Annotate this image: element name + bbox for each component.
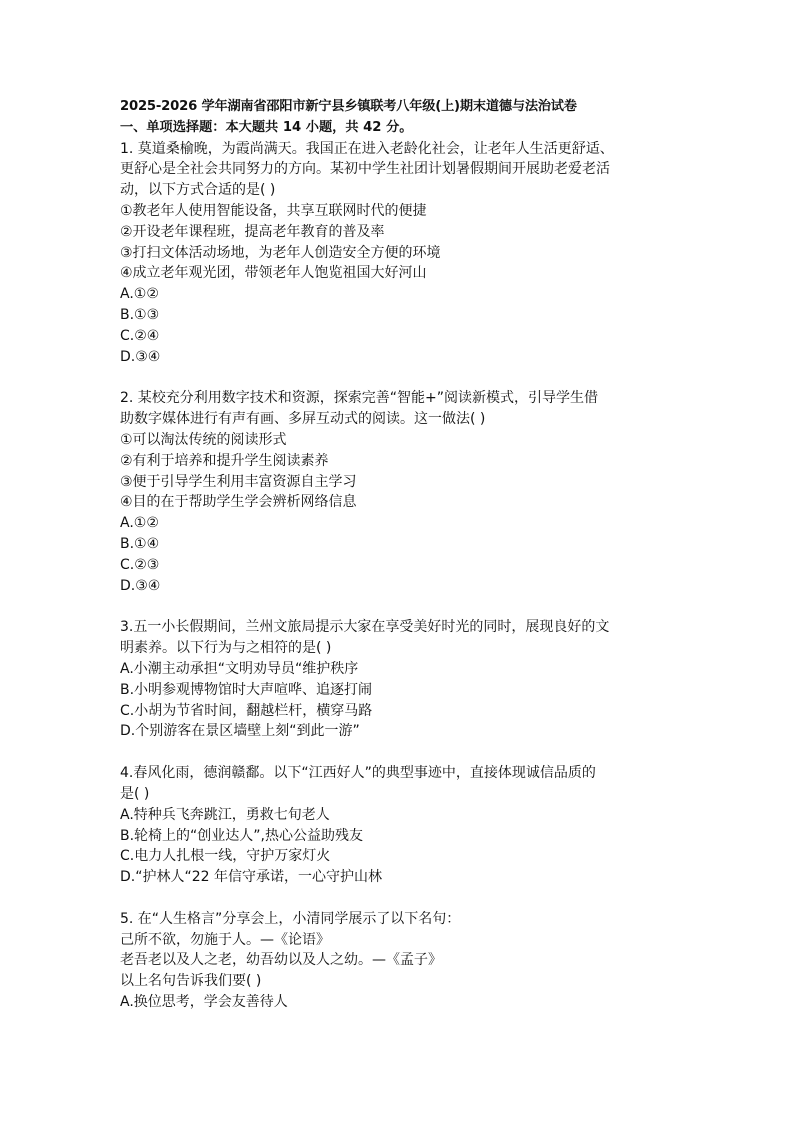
statement-item: ③打扫文体活动场地，为老年人创造安全方便的环境 [120, 244, 441, 261]
question-stem-line: 2. 某校充分利用数字技术和资源，探索完善“智能+”阅读新模式，引导学生借 [120, 390, 599, 407]
option-a: A.特种兵飞奔跳江，勇救七旬老人 [120, 806, 330, 823]
option-c: C.②④ [120, 327, 160, 344]
question-spacer [120, 742, 690, 763]
question-stem-line: 助数字媒体进行有声有画、多屏互动式的阅读。这一做法( ) [120, 411, 486, 428]
question-5 [120, 909, 690, 1013]
statement-item: ④目的在于帮助学生学会辨析网络信息 [120, 494, 357, 511]
option-b: B.小明参观博物馆时大声喧哗、追逐打闹 [120, 681, 373, 698]
quote-line: 老吾老以及人之老，幼吾幼以及人之幼。—《孟子》 [120, 952, 442, 969]
exam-page [120, 97, 690, 1013]
option-a: A.①② [120, 286, 159, 303]
question-stem-line: 是( ) [120, 785, 150, 802]
question-3 [120, 617, 690, 742]
option-a: A.小潮主动承担“文明劝导员“维护秩序 [120, 660, 359, 677]
option-a: A.换位思考，学会友善待人 [120, 994, 288, 1011]
question-spacer [120, 367, 690, 388]
option-c: C.②③ [120, 556, 160, 573]
statement-item: ②开设老年课程班，提高老年教育的普及率 [120, 223, 385, 240]
statement-item: ④成立老年观光团，带领老年人饱览祖国大好河山 [120, 265, 427, 282]
statement-item: ③便于引导学生利用丰富资源自主学习 [120, 473, 357, 490]
option-b: B.轮椅上的“创业达人”,热心公益助残友 [120, 827, 364, 844]
question-stem-line: 4.春风化雨，德润赣鄱。以下“江西好人”的典型事迹中，直接体现诚信品质的 [120, 765, 596, 782]
question-stem-line: 5. 在“人生格言”分享会上，小清同学展示了以下名句： [120, 910, 461, 927]
option-d: D.③④ [120, 577, 161, 594]
option-d: D.个别游客在景区墙壁上刻“到此一游” [120, 723, 360, 740]
section-heading: 一、单项选择题：本大题共 14 小题，共 42 分。 [120, 119, 413, 135]
question-stem-line: 明素养。以下行为与之相符的是( ) [120, 640, 332, 657]
statement-item: ②有利于培养和提升学生阅读素养 [120, 452, 329, 469]
quote-line: 己所不欲，勿施于人。—《论语》 [120, 931, 330, 948]
option-c: C.小胡为节省时间，翻越栏杆，横穿马路 [120, 702, 373, 719]
question-stem-line: 1. 莫道桑榆晚，为霞尚满天。我国正在进入老龄化社会，让老年人生活更舒适、 [120, 140, 614, 157]
option-c: C.电力人扎根一线，守护万家灯火 [120, 848, 331, 865]
question-spacer [120, 596, 690, 617]
question-stem-line: 动，以下方式合适的是( ) [120, 182, 276, 199]
option-d: D.“护林人“22 年信守承诺，一心守护山林 [120, 869, 383, 886]
question-stem-line: 以上名句告诉我们要( ) [120, 973, 262, 990]
option-b: B.①④ [120, 535, 160, 552]
question-4 [120, 763, 690, 888]
question-1 [120, 139, 690, 368]
statement-item: ①教老年人使用智能设备，共享互联网时代的便捷 [120, 202, 427, 219]
question-spacer [120, 888, 690, 909]
option-b: B.①③ [120, 306, 160, 323]
statement-item: ①可以淘汰传统的阅读形式 [120, 431, 287, 448]
option-d: D.③④ [120, 348, 161, 365]
question-stem-line: 3.五一小长假期间，兰州文旅局提示大家在享受美好时光的同时，展现良好的文 [120, 619, 610, 636]
question-2 [120, 388, 690, 596]
question-stem-line: 更舒心是全社会共同努力的方向。某初中学生社团计划暑假期间开展助老爱老活 [120, 161, 610, 178]
document-title: 2025-2026 学年湖南省邵阳市新宁县乡镇联考八年级(上)期末道德与法治试卷 [120, 99, 577, 114]
option-a: A.①② [120, 515, 159, 532]
